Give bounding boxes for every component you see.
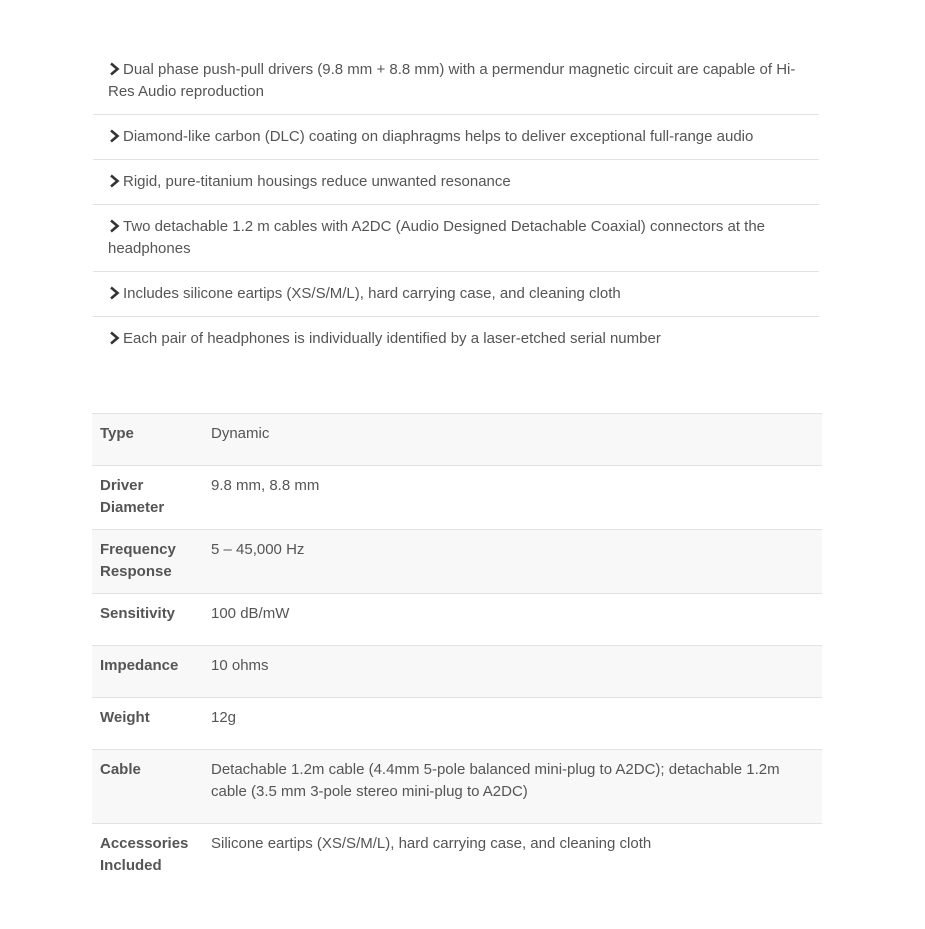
chevron-right-icon — [108, 62, 121, 76]
spec-label: Type — [100, 425, 134, 442]
spec-value: 100 dB/mW — [211, 605, 290, 622]
feature-item — [93, 205, 819, 272]
feature-text: Each pair of headphones is individually identified by a laser-etched serial number — [123, 330, 661, 347]
spec-label: Impedance — [100, 657, 179, 674]
spec-row-impedance — [92, 646, 822, 698]
spec-row-driver-diameter — [92, 466, 822, 530]
feature-text: Dual phase push-pull drivers (9.8 mm + 8.8 mm) with a permendur magnetic circuit are capable of Hi-Res Audio reproduction — [108, 61, 796, 100]
spec-value: Detachable 1.2m cable (4.4mm 5-pole balanced mini-plug to A2DC); detachable 1.2m cable (3.5 mm 3-pole stereo mini-plug to A2DC) — [211, 761, 780, 800]
spec-label: Frequency Response — [100, 541, 176, 580]
spec-row-cable — [92, 750, 822, 824]
chevron-right-icon — [108, 174, 121, 188]
spec-row-accessories-included — [92, 824, 822, 888]
feature-list — [93, 48, 819, 361]
spec-value: 12g — [211, 709, 237, 726]
spec-value: 10 ohms — [211, 657, 269, 674]
chevron-right-icon — [108, 219, 121, 233]
spec-row-type — [92, 414, 822, 466]
spec-row-weight — [92, 698, 822, 750]
chevron-right-icon — [108, 286, 121, 300]
spec-label: Weight — [100, 709, 150, 726]
feature-text: Rigid, pure-titanium housings reduce unwanted resonance — [123, 173, 511, 190]
feature-text: Two detachable 1.2 m cables with A2DC (Audio Designed Detachable Coaxial) connectors at the headphones — [108, 218, 766, 257]
feature-item — [93, 317, 819, 361]
spec-table — [92, 413, 822, 887]
feature-text: Includes silicone eartips (XS/S/M/L), hard carrying case, and cleaning cloth — [123, 285, 621, 302]
spec-value: 5 – 45,000 Hz — [211, 541, 305, 558]
spec-value: 9.8 mm, 8.8 mm — [211, 477, 320, 494]
feature-item — [93, 160, 819, 205]
spec-label: Driver Diameter — [100, 477, 165, 516]
feature-item — [93, 115, 819, 160]
chevron-right-icon — [108, 129, 121, 143]
spec-label: Sensitivity — [100, 605, 176, 622]
spec-label: Accessories Included — [100, 835, 189, 874]
feature-item — [93, 272, 819, 317]
feature-item — [93, 48, 819, 115]
spec-value: Dynamic — [211, 425, 270, 442]
spec-label: Cable — [100, 761, 141, 778]
spec-row-frequency-response — [92, 530, 822, 594]
chevron-right-icon — [108, 331, 121, 345]
spec-value: Silicone eartips (XS/S/M/L), hard carrying case, and cleaning cloth — [211, 835, 652, 852]
feature-text: Diamond-like carbon (DLC) coating on diaphragms helps to deliver exceptional full-range audio — [123, 128, 754, 145]
spec-row-sensitivity — [92, 594, 822, 646]
